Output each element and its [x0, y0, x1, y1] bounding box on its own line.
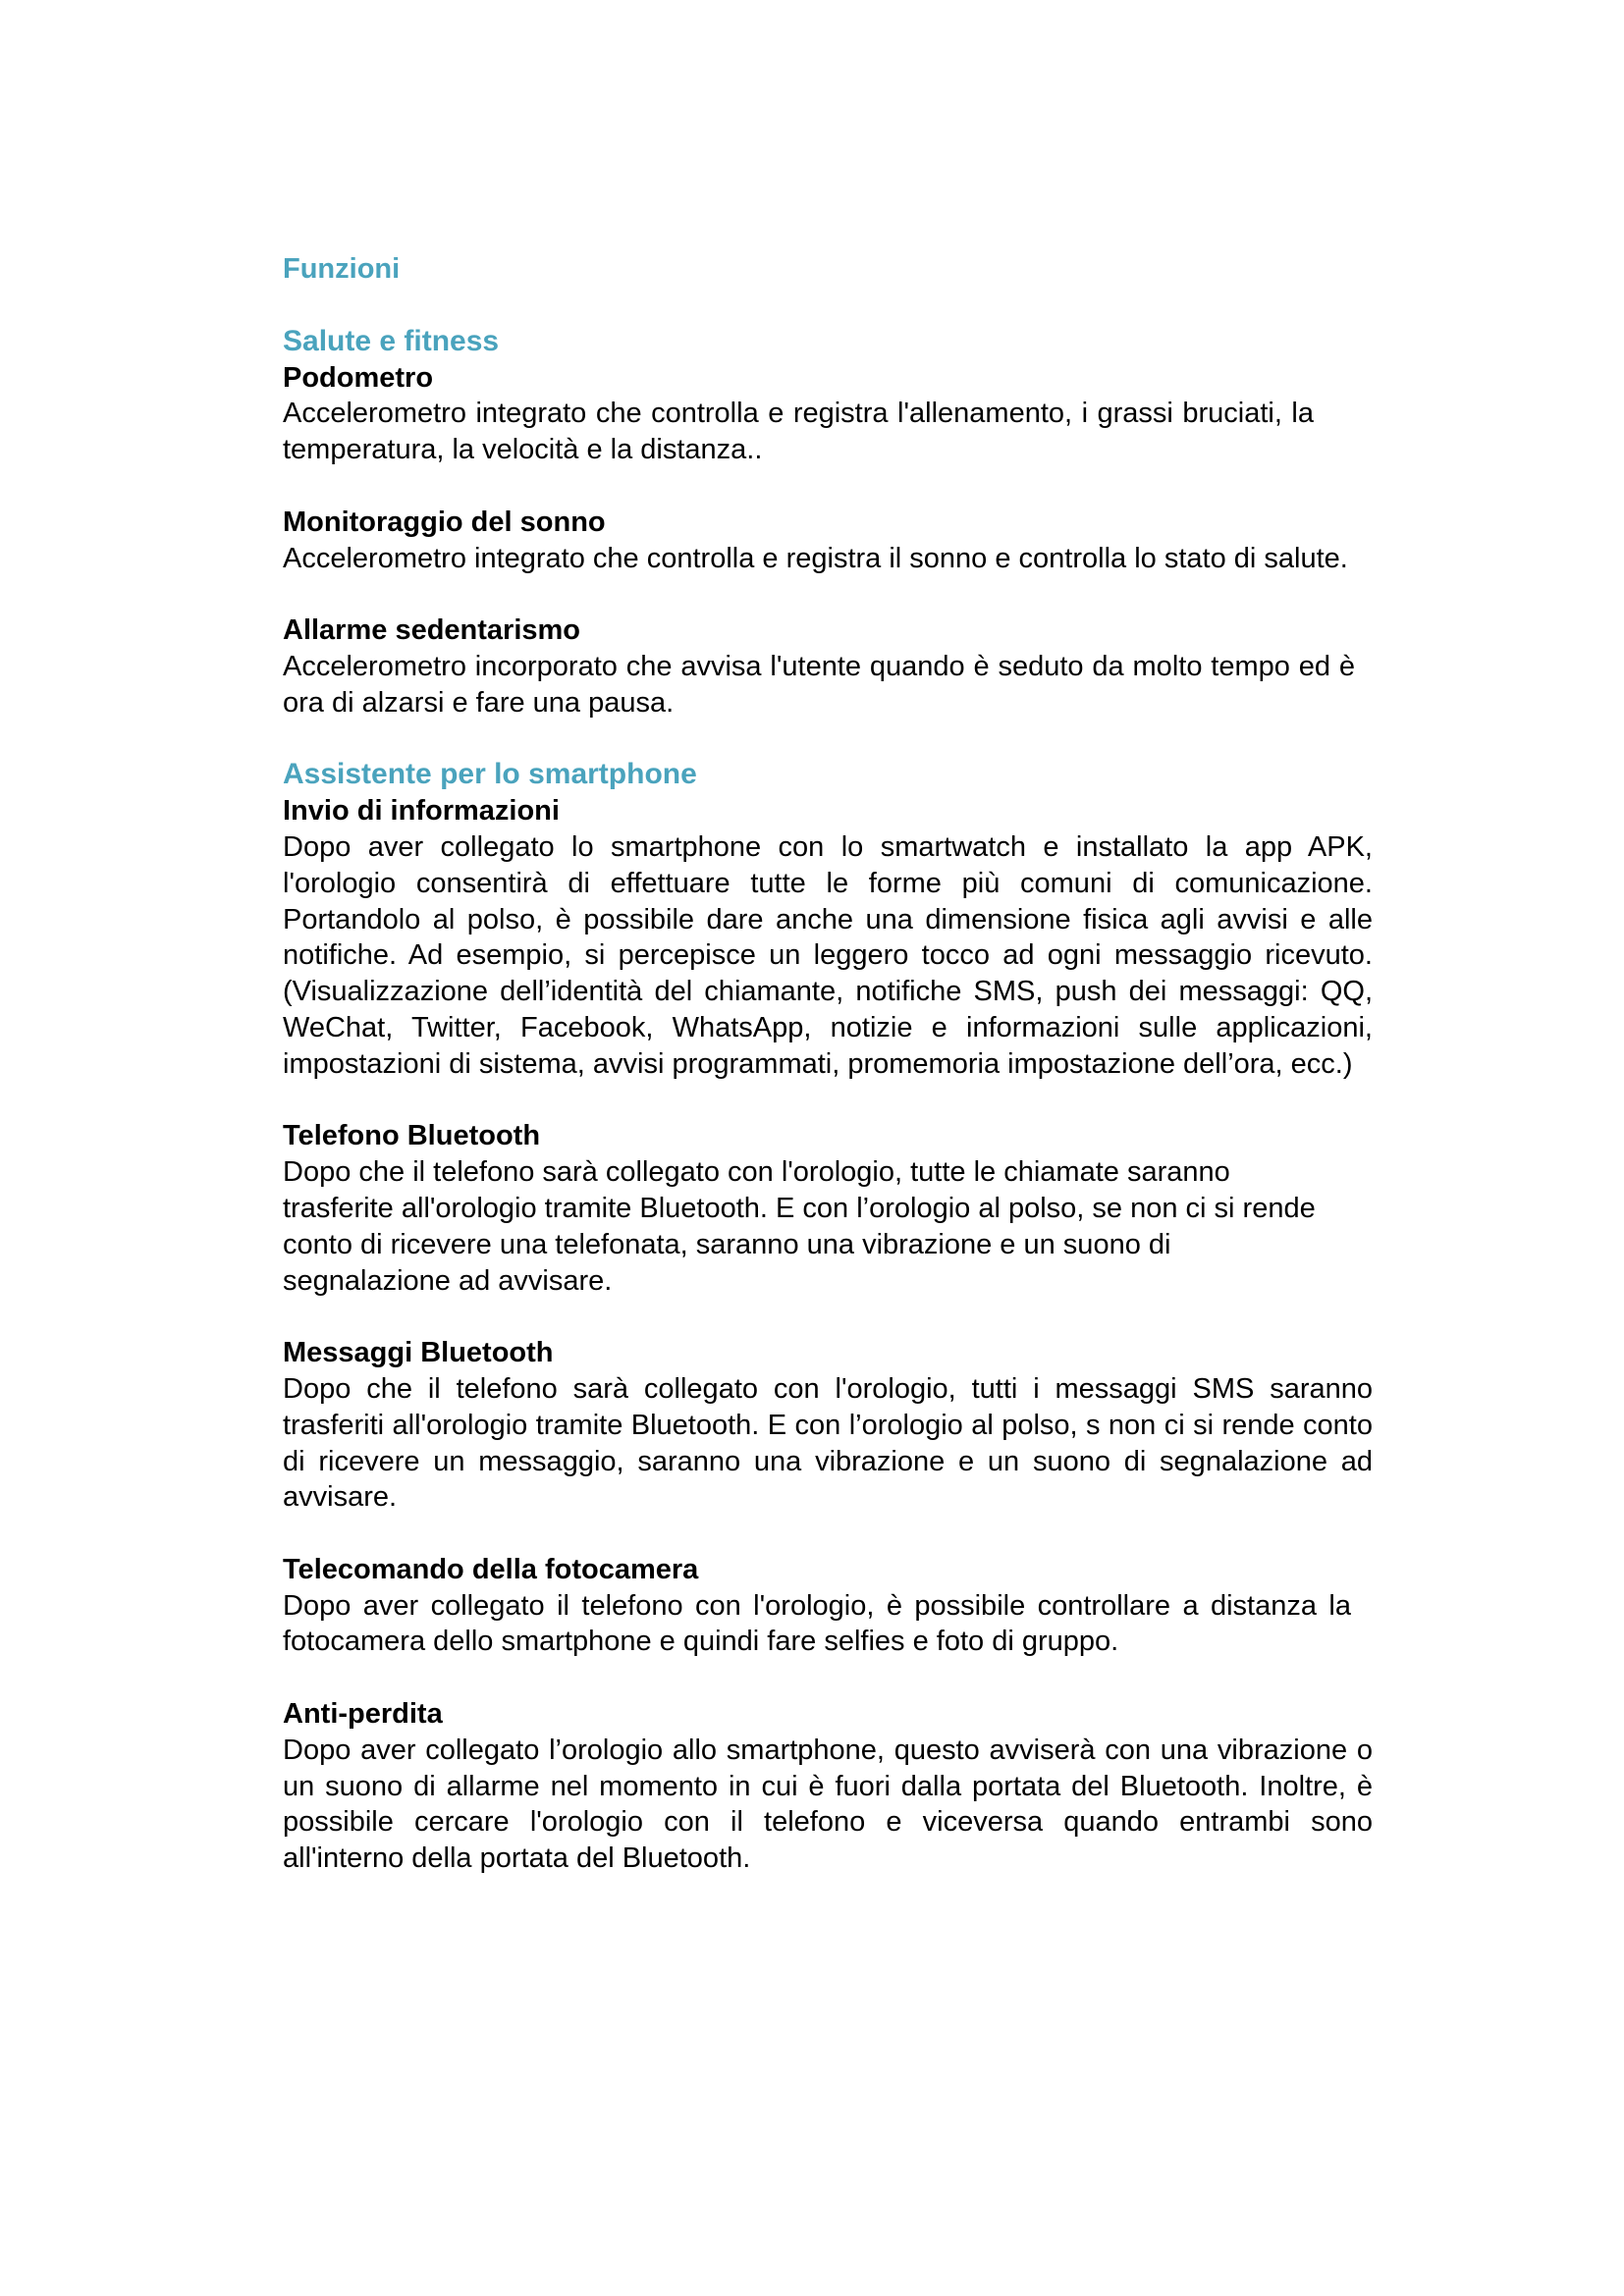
feature-sleep-monitoring — [283, 505, 1377, 577]
feature-title: Telefono Bluetooth — [283, 1120, 541, 1152]
document-page — [283, 251, 1377, 1913]
feature-camera-remote — [283, 1552, 1377, 1660]
feature-text: Dopo che il telefono sarà collegato con l'orologio, tutti i messaggi SMS saranno trasferiti all'orologio tramite Bluetooth. E con l’orologio al polso, s non ci si rende conto di ricevere un messaggio, saranno una vibrazione e un suono di segnalazione ad avvisare. — [283, 1372, 1373, 1514]
feature-title: Podometro — [283, 361, 434, 394]
feature-bluetooth-messages — [283, 1335, 1377, 1516]
feature-text: Dopo aver collegato il telefono con l'orologio, è possibile controllare a distanza la fotocamera dello smartphone e quindi fare selfies e foto di gruppo. — [283, 1589, 1351, 1658]
feature-title: Invio di informazioni — [283, 795, 560, 828]
feature-text: Accelerometro incorporato che avvisa l'utente quando è seduto da molto tempo ed è ora di alzarsi e fare una pausa. — [283, 650, 1355, 719]
section-title: Assistente per lo smartphone — [283, 758, 697, 791]
feature-text: Dopo che il telefono sarà collegato con l'orologio, tutte le chiamate saranno trasferite all'orologio tramite Bluetooth. E con l’orologio al polso, se non ci si rende conto di ricevere una telefonata, saranno una vibrazione e un suono di segnalazione ad avvisare. — [283, 1156, 1316, 1297]
feature-bluetooth-phone — [283, 1118, 1377, 1299]
feature-text: Dopo aver collegato l’orologio allo smartphone, questo avviserà con una vibrazione o un suono di allarme nel momento in cui è fuori dalla portata del Bluetooth. Inoltre, è possibile cercare l'orologio con il telefono e viceversa quando entrambi sono all'interno della portata del Bluetooth. — [283, 1734, 1373, 1875]
feature-title: Anti-perdita — [283, 1698, 443, 1731]
feature-sedentary-alarm — [283, 613, 1377, 721]
feature-info-push — [283, 793, 1377, 1082]
feature-text: Accelerometro integrato che controlla e registra il sonno e controlla lo stato di salute. — [283, 542, 1348, 574]
feature-pedometer — [283, 360, 1377, 468]
feature-title: Telecomando della fotocamera — [283, 1553, 699, 1585]
section-health-fitness — [283, 324, 1377, 721]
feature-title: Allarme sedentarismo — [283, 614, 581, 647]
feature-text: Dopo aver collegato lo smartphone con lo smartwatch e installato la app APK, l'orologio consentirà di effettuare tutte le forme più comuni di comunicazione. Portandolo al polso, è possibile dare anche una dimensione fisica agli avvisi e alle notifiche. Ad esempio, si percepisce un leggero tocco ad ogni messaggio ricevuto. (Visualizzazione dell’identità del chiamante, notifiche SMS, push dei messaggi: QQ, WeChat, Twitter, Facebook, WhatsApp, notizie e informazioni sulle applicazioni, impostazioni di sistema, avvisi programmati, promemoria impostazione dell’ora, ecc.) — [283, 830, 1373, 1080]
feature-text: Accelerometro integrato che controlla e registra l'allenamento, i grassi bruciati, la temperatura, la velocità e la distanza.. — [283, 398, 1314, 466]
page-title: Funzioni — [283, 253, 401, 285]
section-title: Salute e fitness — [283, 324, 500, 357]
feature-anti-loss — [283, 1696, 1377, 1877]
section-smartphone-assistant — [283, 757, 1377, 1877]
feature-title: Messaggi Bluetooth — [283, 1337, 554, 1369]
feature-title: Monitoraggio del sonno — [283, 506, 606, 538]
